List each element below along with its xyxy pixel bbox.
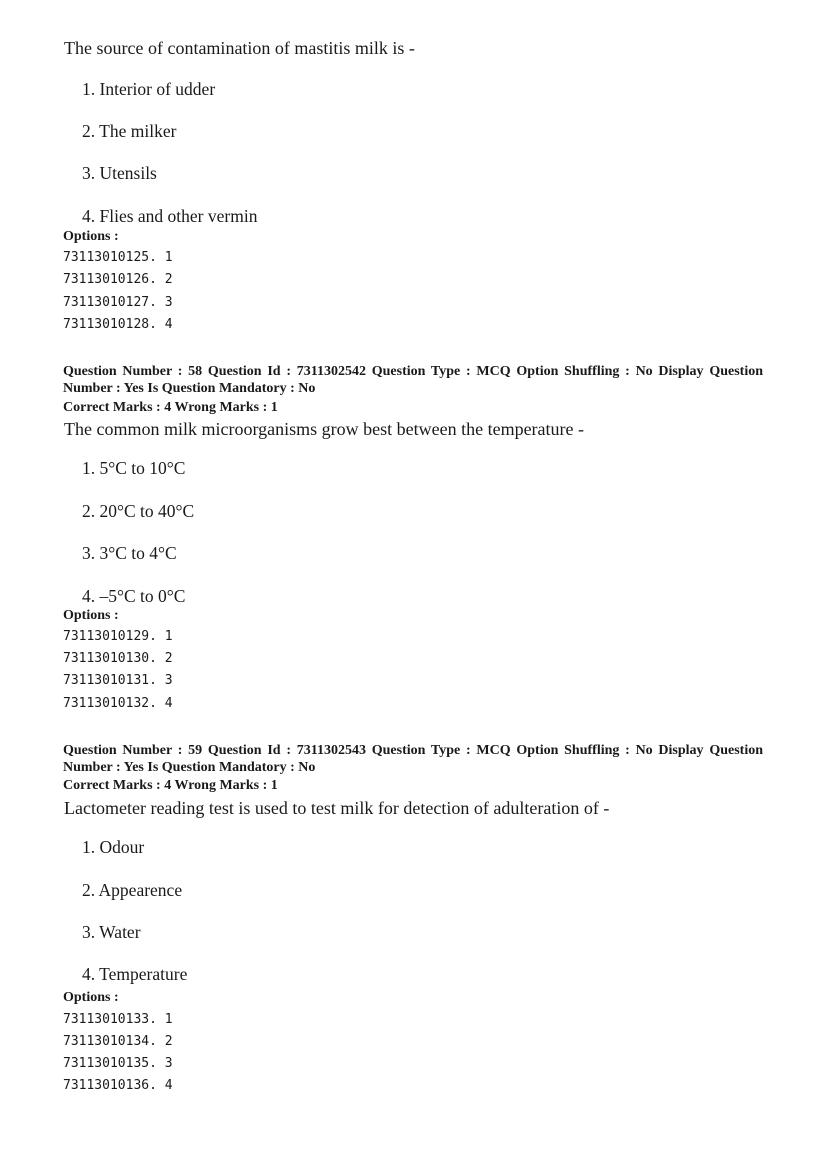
option-id: 73113010125. 1: [63, 250, 173, 265]
option-id: 73113010133. 1: [63, 1012, 173, 1027]
options-label: Options :: [63, 608, 119, 623]
marks-info: Correct Marks : 4 Wrong Marks : 1: [63, 778, 278, 793]
marks-info: Correct Marks : 4 Wrong Marks : 1: [63, 400, 278, 415]
option-id: 73113010130. 2: [63, 651, 173, 666]
option-id: 73113010129. 1: [63, 629, 173, 644]
answer-choice: 1. Interior of udder: [82, 79, 216, 99]
answer-choice: 3. Water: [82, 922, 141, 942]
option-id: 73113010132. 4: [63, 696, 173, 711]
answer-choice: 2. 20°C to 40°C: [82, 501, 195, 521]
question-header: Question Number : 59 Question Id : 7311302543 Question Type : MCQ Option Shuffling : No Display Question Number : Yes Is Question Mandatory : No: [63, 743, 763, 775]
answer-choice: 1. Odour: [82, 837, 145, 857]
answer-choice: 4. Flies and other vermin: [82, 206, 258, 226]
option-id: 73113010131. 3: [63, 673, 173, 688]
answer-choice: 4. –5°C to 0°C: [82, 586, 186, 606]
answer-choice: 2. The milker: [82, 121, 177, 141]
option-id: 73113010127. 3: [63, 295, 173, 310]
answer-choice: 4. Temperature: [82, 964, 188, 984]
option-id: 73113010126. 2: [63, 272, 173, 287]
option-id: 73113010134. 2: [63, 1034, 173, 1049]
question-header: Question Number : 58 Question Id : 7311302542 Question Type : MCQ Option Shuffling : No Display Question Number : Yes Is Question Mandatory : No: [63, 364, 763, 396]
answer-choice: 1. 5°C to 10°C: [82, 458, 186, 478]
options-label: Options :: [63, 229, 119, 244]
question-text: The common milk microorganisms grow best between the temperature -: [64, 419, 585, 439]
option-id: 73113010128. 4: [63, 317, 173, 332]
question-text: The source of contamination of mastitis milk is -: [64, 38, 415, 58]
question-text: Lactometer reading test is used to test milk for detection of adulteration of -: [64, 798, 610, 818]
option-id: 73113010136. 4: [63, 1078, 173, 1093]
option-id: 73113010135. 3: [63, 1056, 173, 1071]
options-label: Options :: [63, 990, 119, 1005]
answer-choice: 3. 3°C to 4°C: [82, 543, 177, 563]
answer-choice: 3. Utensils: [82, 163, 157, 183]
answer-choice: 2. Appearence: [82, 880, 183, 900]
